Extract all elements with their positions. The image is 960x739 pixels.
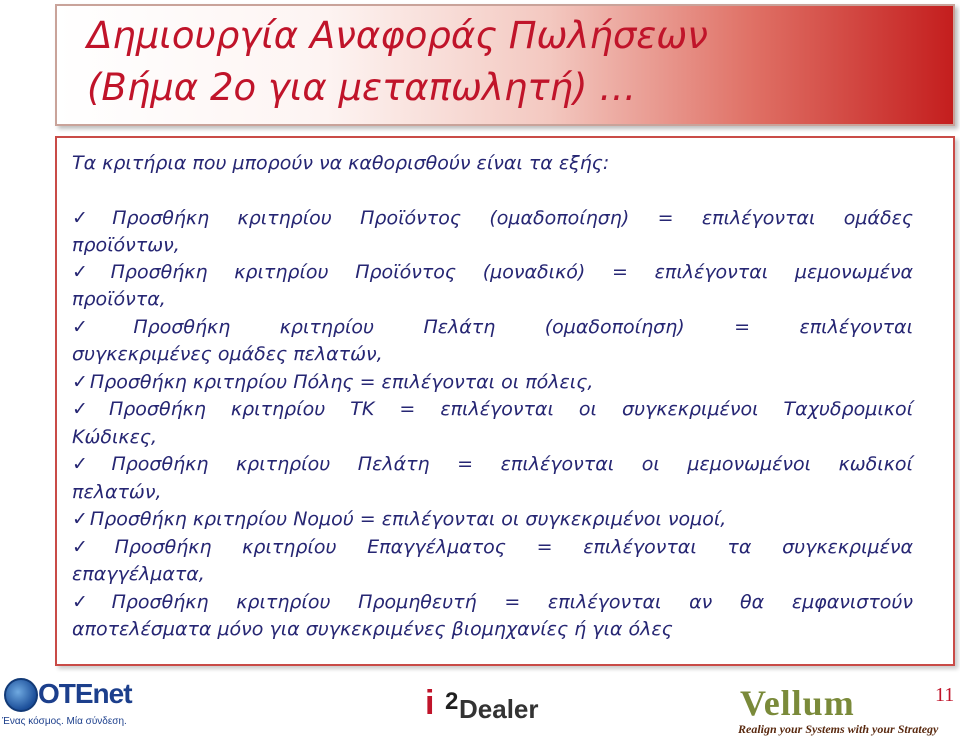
checkmark-icon: ✓ xyxy=(72,591,110,613)
criteria-line-13: ✓ Προσθήκη κριτηρίου Επαγγέλματος = επιλέγονται τα συγκεκριμένα xyxy=(72,536,914,558)
globe-icon xyxy=(4,678,38,712)
checkmark-icon: ✓ xyxy=(72,316,132,338)
checkmark-icon: ✓ xyxy=(72,536,113,558)
criteria-line-4: προϊόντα, xyxy=(72,288,166,310)
criteria-line-2: προϊόντων, xyxy=(72,234,180,256)
criteria-line-16: αποτελέσματα μόνο για συγκεκριμένες βιομηχανίες ή για όλες xyxy=(72,618,673,640)
criteria-line-3: ✓ Προσθήκη κριτηρίου Προϊόντος (μοναδικό) = επιλέγονται μεμονωμένα xyxy=(72,261,913,283)
criteria-line-6: συγκεκριμένες ομάδες πελατών, xyxy=(72,343,383,365)
criteria-line-8: ✓ Προσθήκη κριτηρίου ΤΚ = επιλέγονται οι συγκεκριμένοι Ταχυδρομικοί xyxy=(72,398,913,420)
checkmark-icon: ✓ xyxy=(72,453,110,475)
criteria-line-11: πελατών, xyxy=(72,481,162,503)
slide-title-line-1: Δημιουργία Αναφοράς Πωλήσεων xyxy=(87,14,708,57)
i2dealer-i: i xyxy=(425,684,435,722)
criteria-content-box xyxy=(55,136,955,666)
criteria-line-14: επαγγέλματα, xyxy=(72,563,205,585)
page-number: 11 xyxy=(935,684,955,706)
vellum-logo xyxy=(720,682,939,739)
intro-text: Τα κριτήρια που μπορούν να καθορισθούν είναι τα εξής: xyxy=(72,152,610,174)
otenet-tagline: Ένας κόσμος. Μία σύνδεση. xyxy=(2,716,127,727)
slide-title-line-2: (Βήμα 2ο για μεταπωλητή) … xyxy=(87,66,637,109)
checkmark-icon: ✓ xyxy=(72,261,109,283)
i2dealer-logo xyxy=(425,684,575,730)
i2dealer-2: 2 xyxy=(445,688,459,715)
criteria-line-9: Κώδικες, xyxy=(72,426,158,448)
criteria-line-1: ✓ Προσθήκη κριτηρίου Προϊόντος (ομαδοποίηση) = επιλέγονται ομάδες xyxy=(72,207,914,229)
criteria-line-12: ✓ Προσθήκη κριτηρίου Νομού = επιλέγονται οι συγκεκριμένοι νομοί, xyxy=(72,508,727,530)
checkmark-icon: ✓ xyxy=(72,398,107,420)
criteria-line-10: ✓ Προσθήκη κριτηρίου Πελάτη = επιλέγονται οι μεμονωμένοι κωδικοί xyxy=(72,453,913,475)
footer xyxy=(0,670,960,739)
checkmark-icon: ✓ xyxy=(72,508,88,530)
checkmark-icon: ✓ xyxy=(72,371,88,393)
criteria-line-7: ✓ Προσθήκη κριτηρίου Πόλης = επιλέγονται οι πόλεις, xyxy=(72,371,594,393)
criteria-line-15: ✓ Προσθήκη κριτηρίου Προμηθευτή = επιλέγονται αν θα εμφανιστούν xyxy=(72,591,913,613)
vellum-name: Vellum xyxy=(740,683,855,723)
title-box xyxy=(55,4,955,126)
otenet-logo xyxy=(0,678,132,738)
vellum-tagline: Realign your Systems with your Strategy xyxy=(738,722,939,736)
checkmark-icon: ✓ xyxy=(72,207,111,229)
i2dealer-dealer: Dealer xyxy=(459,694,539,724)
criteria-line-5: ✓ Προσθήκη κριτηρίου Πελάτη (ομαδοποίηση) = επιλέγονται xyxy=(72,316,914,338)
otenet-name: OTEnet xyxy=(38,678,132,709)
